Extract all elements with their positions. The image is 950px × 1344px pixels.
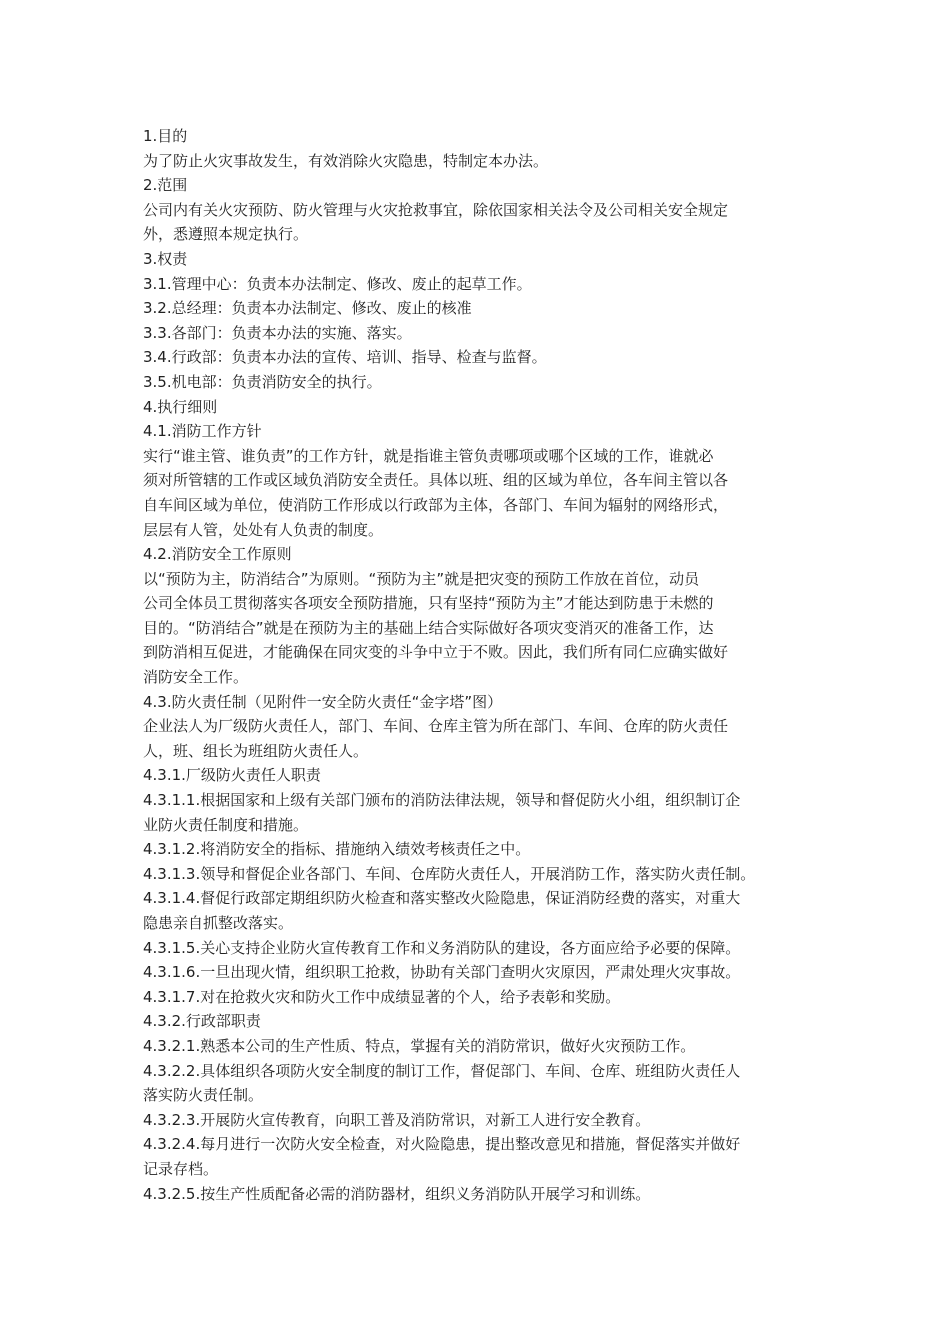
text-line: 业防火责任制度和措施。: [143, 815, 309, 834]
text-line: 4.3.防火责任制（见附件一安全防火责任“金字塔”图）: [143, 692, 503, 711]
text-line: 4.3.2.1.熟悉本公司的生产性质、特点，掌握有关的消防常识，做好火灾预防工作。: [143, 1036, 696, 1055]
text-line: 4.3.1.6.一旦出现火情，组织职工抢救，协助有关部门查明火灾原因，严肃处理火灾事故。: [143, 963, 741, 982]
text-line: 2.范围: [143, 176, 188, 195]
text-line: 3.2.总经理：负责本办法制定、修改、废止的核准: [143, 299, 472, 318]
text-line: 4.3.1.厂级防火责任人职责: [143, 766, 321, 785]
text-line: 4.3.2.4.每月进行一次防火安全检查，对火险隐患，提出整改意见和措施，督促落实并做好: [143, 1135, 741, 1154]
text-line: 3.3.各部门：负责本办法的实施、落实。: [143, 323, 412, 342]
text-line: 到防消相互促进，才能确保在同灾变的斗争中立于不败。因此，我们所有同仁应确实做好: [143, 643, 729, 662]
text-line: 4.3.1.7.对在抢救火灾和防火工作中成绩显著的个人，给予表彰和奖励。: [143, 987, 621, 1006]
text-line: 目的。“防消结合”就是在预防为主的基础上结合实际做好各项灾变消灭的准备工作，达: [143, 618, 714, 637]
text-line: 4.3.2.5.按生产性质配备必需的消防器材，组织义务消防队开展学习和训练。: [143, 1184, 651, 1203]
text-line: 4.3.1.4.督促行政部定期组织防火检查和落实整改火险隐患，保证消防经费的落实，对重大: [143, 889, 741, 908]
text-line: 层层有人管，处处有人负责的制度。: [143, 520, 384, 539]
text-line: 企业法人为厂级防火责任人，部门、车间、仓库主管为所在部门、车间、仓库的防火责任: [143, 717, 729, 736]
text-line: 4.3.2.行政部职责: [143, 1012, 261, 1031]
text-line: 外，悉遵照本规定执行。: [143, 225, 309, 244]
text-line: 以“预防为主，防消结合”为原则。“预防为主”就是把灾变的预防工作放在首位，动员: [143, 569, 700, 588]
text-line: 落实防火责任制。: [143, 1086, 264, 1105]
text-line: 4.2.消防安全工作原则: [143, 545, 292, 564]
text-line: 4.3.2.2.具体组织各项防火安全制度的制订工作，督促部门、车间、仓库、班组防火责任人: [143, 1061, 741, 1080]
text-line: 3.1.管理中心：负责本办法制定、修改、废止的起草工作。: [143, 274, 532, 293]
text-line: 自车间区域为单位，使消防工作形成以行政部为主体，各部门、车间为辐射的网络形式，: [143, 495, 729, 514]
text-line: 3.5.机电部：负责消防安全的执行。: [143, 372, 382, 391]
text-line: 人，班、组长为班组防火责任人。: [143, 741, 369, 760]
text-line: 4.3.1.3.领导和督促企业各部门、车间、仓库防火责任人，开展消防工作，落实防火责任制。: [143, 864, 756, 883]
text-line: 4.1.消防工作方针: [143, 422, 262, 441]
text-line: 公司全体员工贯彻落实各项安全预防措施，只有坚持“预防为主”才能达到防患于未燃的: [143, 594, 714, 613]
text-line: 4.执行细则: [143, 397, 218, 416]
text-line: 消防安全工作。: [143, 668, 249, 687]
text-line: 记录存档。: [143, 1159, 219, 1178]
text-line: 3.权责: [143, 249, 188, 268]
text-line: 4.3.1.5.关心支持企业防火宣传教育工作和义务消防队的建设，各方面应给予必要的保障。: [143, 938, 741, 957]
text-line: 4.3.1.1.根据国家和上级有关部门颁布的消防法律法规，领导和督促防火小组，组织制订企: [143, 791, 741, 810]
text-line: 3.4.行政部：负责本办法的宣传、培训、指导、检查与监督。: [143, 348, 547, 367]
text-line: 为了防止火灾事故发生，有效消除火灾隐患，特制定本办法。: [143, 151, 549, 170]
text-line: 公司内有关火灾预防、防火管理与火灾抢救事宜，除依国家相关法令及公司相关安全规定: [143, 200, 729, 219]
text-line: 1.目的: [143, 127, 188, 145]
text-line: 4.3.1.2.将消防安全的指标、措施纳入绩效考核责任之中。: [143, 840, 531, 859]
text-line: 实行“谁主管、谁负责”的工作方针，就是指谁主管负责哪项或哪个区域的工作，谁就必: [143, 446, 714, 465]
text-line: 须对所管辖的工作或区域负消防安全责任。具体以班、组的区域为单位，各车间主管以各: [143, 471, 729, 490]
document-body: [143, 124, 813, 1206]
text-line: 隐患亲自抓整改落实。: [143, 914, 294, 932]
text-line: 4.3.2.3.开展防火宣传教育，向职工普及消防常识，对新工人进行安全教育。: [143, 1110, 651, 1129]
